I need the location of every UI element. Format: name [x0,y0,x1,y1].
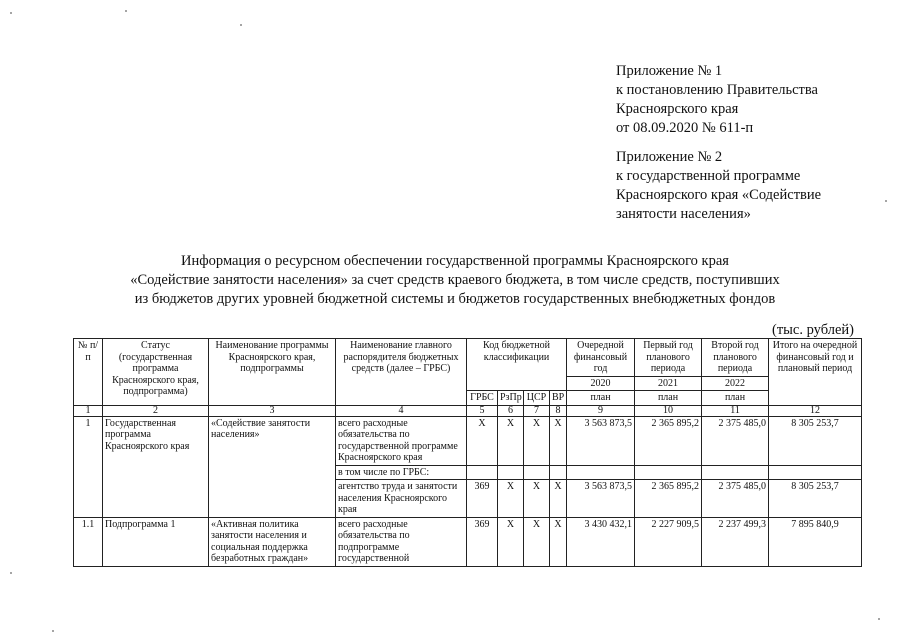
header-rzpr: РзПр [498,391,524,406]
row-2021: 2 365 895,2 [635,480,702,518]
row-grbs: Х [467,416,498,465]
column-number: 8 [550,405,567,416]
empty-cell [567,465,635,480]
row-vr: Х [550,480,567,518]
empty-cell [635,465,702,480]
appendix-1-line: от 08.09.2020 № 611-п [616,120,754,136]
row-num: 1 [74,416,103,517]
column-number: 12 [769,405,862,416]
header-2022: Второй год планового периода [702,339,769,377]
header-csr: ЦСР [524,391,550,406]
empty-cell [702,465,769,480]
header-status: Статус (государственная программа Красноярского края, подпрограмма) [103,339,209,406]
row-2022: 2 375 485,0 [702,416,769,465]
header-num: № п/п [74,339,103,406]
row-status: Государственная программа Красноярского края [103,416,209,517]
scan-speck [885,200,887,202]
appendix-1-line: Приложение № 1 [616,63,723,79]
column-number: 2 [103,405,209,416]
column-number: 4 [336,405,467,416]
row-total: 7 895 840,9 [769,517,862,566]
empty-cell [769,465,862,480]
row-name: «Содействие занятости населения» [209,416,336,517]
row-csr: Х [524,480,550,518]
appendix-2-line: Приложение № 2 [616,149,723,165]
row-2020: 3 563 873,5 [567,416,635,465]
appendix-1-block [616,62,818,138]
row-2022: 2 237 499,3 [702,517,769,566]
row-desc: агентство труда и занятости населения Красноярского края [336,480,467,518]
row-total: 8 305 253,7 [769,416,862,465]
row-2020: 3 563 873,5 [567,480,635,518]
row-status: Подпрограмма 1 [103,517,209,566]
header-plan-2021: план [635,391,702,406]
row-name: «Активная политика занятости населения и социальная поддержка безработных граждан» [209,517,336,566]
empty-cell [498,465,524,480]
title-line: из бюджетов других уровней бюджетной системы и бюджетов государственных внебюджетных фондов [134,291,776,307]
row-desc: всего расходные обязательства по государственной программе Красноярского края [336,416,467,465]
appendix-1-line: к постановлению Правительства [616,82,818,98]
column-number: 11 [702,405,769,416]
row-grbs: 369 [467,480,498,518]
scan-speck [10,12,12,14]
header-plan-2022: план [702,391,769,406]
row-2021: 2 227 909,5 [635,517,702,566]
column-number: 7 [524,405,550,416]
scan-speck [878,618,880,620]
row-grbs: 369 [467,517,498,566]
row-csr: Х [524,517,550,566]
header-year-2021: 2021 [635,376,702,391]
row-rzpr: Х [498,416,524,465]
header-row [74,339,862,377]
appendix-1-line: Красноярского края [616,101,739,117]
row-num: 1.1 [74,517,103,566]
row-2021: 2 365 895,2 [635,416,702,465]
empty-cell [467,465,498,480]
row-desc: всего расходные обязательства по подпрограмме государственной [336,517,467,566]
header-2021: Первый год планового периода [635,339,702,377]
header-total: Итого на очередной финансовый год и плановый период [769,339,862,406]
row-rzpr: Х [498,480,524,518]
appendix-2-line: к государственной программе [616,168,801,184]
column-number: 9 [567,405,635,416]
scan-speck [52,630,54,632]
header-year-2022: 2022 [702,376,769,391]
header-grbs: ГРБС [467,391,498,406]
header-2020: Очередной финансовый год [567,339,635,377]
row-incl: в том числе по ГРБС: [336,465,467,480]
row-vr: Х [550,517,567,566]
header-grbs-name: Наименование главного распорядителя бюджетных средств (далее – ГРБС) [336,339,467,406]
units-label: (тыс. рублей) [772,322,854,338]
header-year-2020: 2020 [567,376,635,391]
column-number: 1 [74,405,103,416]
empty-cell [524,465,550,480]
column-number: 5 [467,405,498,416]
column-number: 10 [635,405,702,416]
appendix-2-block [616,148,821,224]
row-total: 8 305 253,7 [769,480,862,518]
row-rzpr: Х [498,517,524,566]
scan-speck [125,10,127,12]
title-line: «Содействие занятости населения» за счет средств краевого бюджета, в том числе средств, поступивших [130,272,780,288]
header-name: Наименование программы Красноярского края, подпрограммы [209,339,336,406]
column-number-row [74,405,862,416]
column-number: 6 [498,405,524,416]
row-vr: Х [550,416,567,465]
column-number: 3 [209,405,336,416]
row-2020: 3 430 432,1 [567,517,635,566]
document-title [60,252,850,309]
table-row [74,517,862,566]
header-vr: ВР [550,391,567,406]
title-line: Информация о ресурсном обеспечении государственной программы Красноярского края [181,253,729,269]
scan-speck [10,572,12,574]
appendix-2-line: занятости населения» [616,206,751,222]
row-csr: Х [524,416,550,465]
row-2022: 2 375 485,0 [702,480,769,518]
scan-speck [240,24,242,26]
empty-cell [550,465,567,480]
header-code: Код бюджетной классификации [467,339,567,391]
table-row [74,416,862,465]
header-plan-2020: план [567,391,635,406]
resource-table [73,338,862,567]
appendix-2-line: Красноярского края «Содействие [616,187,822,203]
